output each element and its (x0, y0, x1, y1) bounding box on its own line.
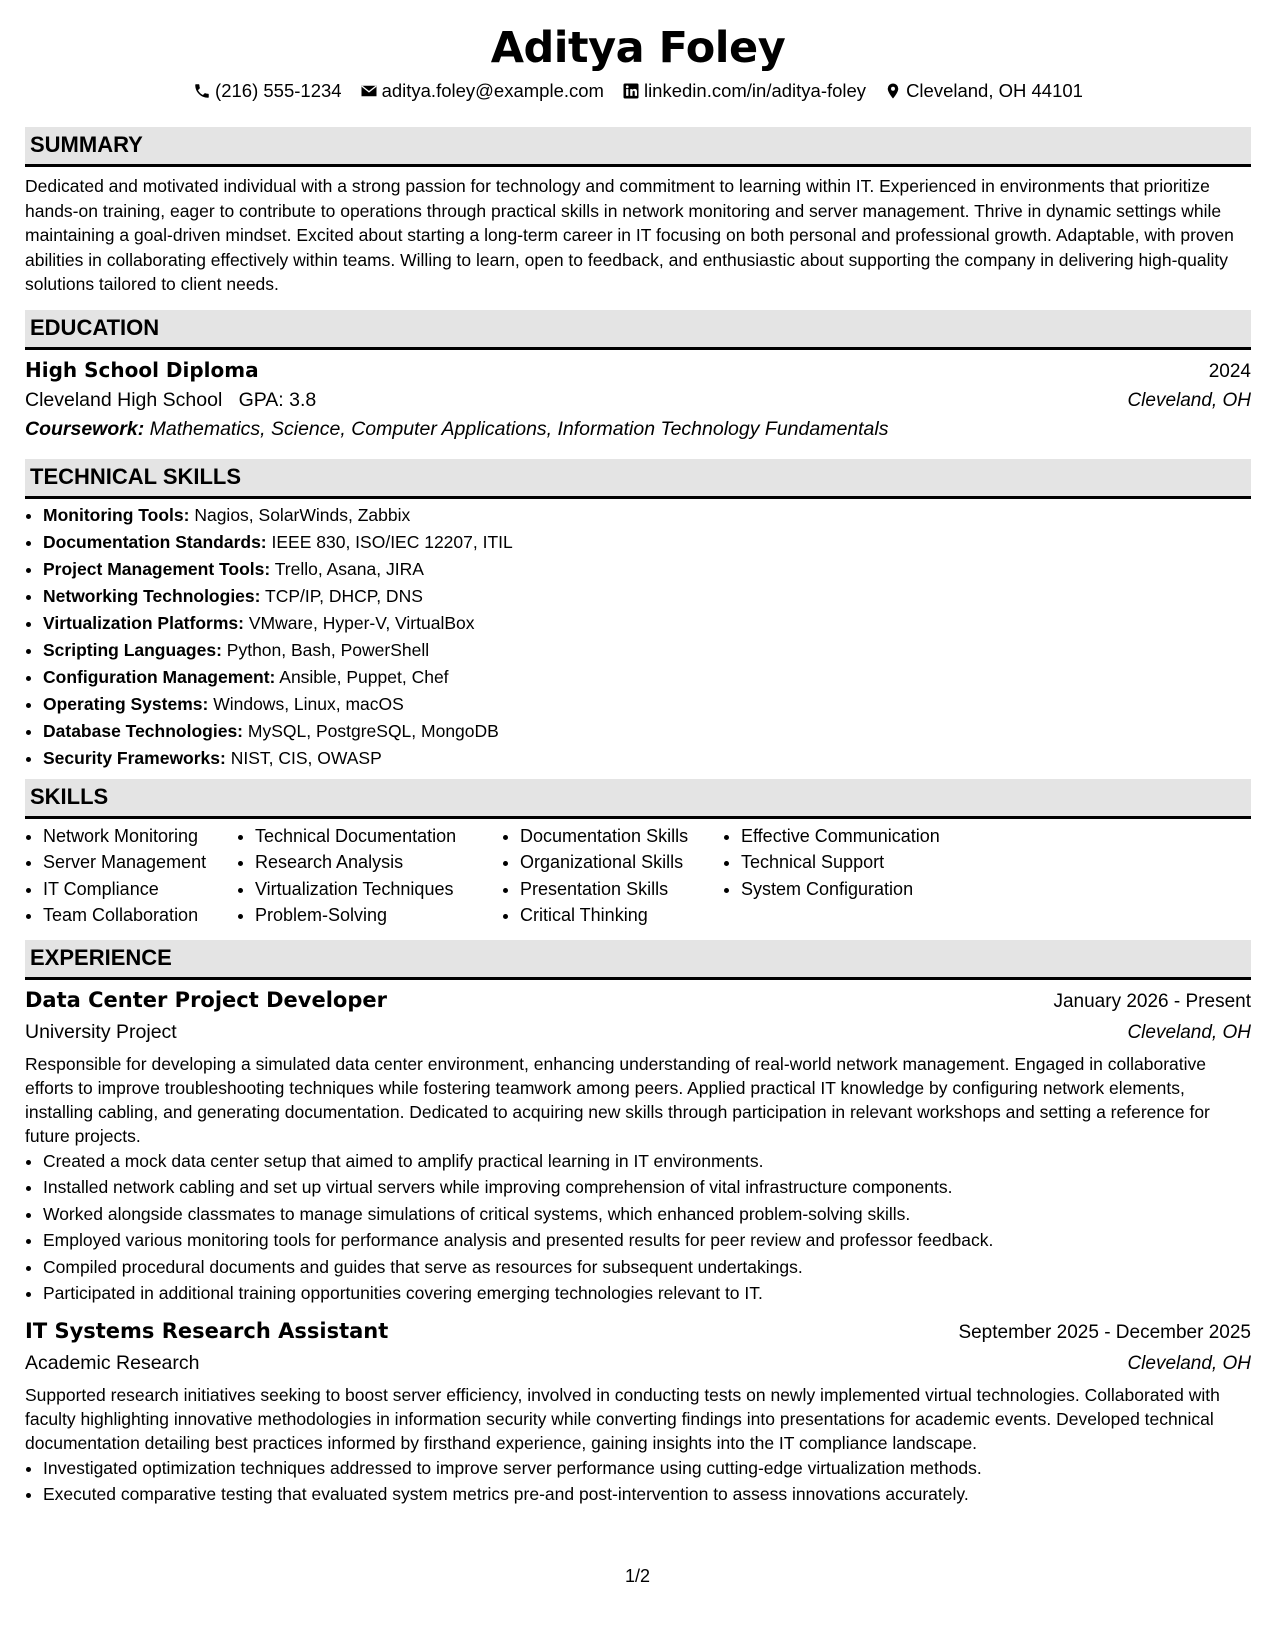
list-item: • Technical Support (741, 849, 1001, 876)
skill-category: Monitoring Tools: (43, 504, 190, 525)
job-dates: September 2025 - December 2025 (958, 1321, 1251, 1343)
list-item: • Created a mock data center setup that aimed to amplify practical learning in IT environments. (43, 1148, 1251, 1175)
linkedin-text: linkedin.com/in/aditya-foley (643, 80, 867, 101)
list-item: • Documentation Skills (520, 823, 723, 850)
list-item: • Presentation Skills (520, 876, 723, 903)
list-item: • Organizational Skills (520, 849, 723, 876)
list-item (43, 718, 1251, 745)
skill-values: IEEE 830, ISO/IEC 12207, ITIL (271, 531, 513, 552)
skill-category: Configuration Management: (43, 666, 276, 687)
linkedin-icon (622, 82, 640, 100)
job-title: IT Systems Research Assistant (25, 1318, 389, 1343)
skill-category: Database Technologies: (43, 720, 244, 741)
skill-category: Virtualization Platforms: (43, 612, 244, 633)
skill-values: NIST, CIS, OWASP (230, 747, 382, 768)
skill-values: Ansible, Puppet, Chef (279, 666, 449, 687)
education-heading: EDUCATION (25, 310, 1251, 350)
list-item: • Network Monitoring (43, 823, 237, 850)
list-item (43, 664, 1251, 691)
coursework-line (25, 415, 1251, 444)
list-item: • Investigated optimization techniques addressed to improve server performance using cutting-edge virtualization methods. (43, 1455, 1251, 1482)
skill-category: Operating Systems: (43, 693, 209, 714)
coursework-text: Mathematics, Science, Computer Applications, Information Technology Fundamentals (149, 417, 889, 440)
list-item: • Compiled procedural documents and guides that serve as resources for subsequent undertakings. (43, 1254, 1251, 1281)
candidate-name: Aditya Foley (490, 23, 786, 73)
summary-heading: SUMMARY (25, 127, 1251, 167)
graduation-year: 2024 (1208, 360, 1251, 382)
envelope-icon (360, 82, 378, 100)
list-item: • Technical Documentation (255, 823, 502, 850)
skills-heading: SKILLS (25, 779, 1251, 819)
list-item (43, 610, 1251, 637)
school-name: Cleveland High School (25, 388, 223, 411)
list-item: • Virtualization Techniques (255, 876, 502, 903)
list-item: • Participated in additional training opportunities covering emerging technologies relevant to IT. (43, 1280, 1251, 1307)
degree: High School Diploma (25, 357, 259, 382)
list-item (43, 745, 1251, 772)
job-org: University Project (25, 1020, 177, 1043)
list-item: • IT Compliance (43, 876, 237, 903)
skill-values: Trello, Asana, JIRA (274, 558, 424, 579)
experience-entry (25, 1316, 1251, 1508)
email-text: aditya.foley@example.com (381, 80, 604, 101)
contact-bar (25, 79, 1251, 103)
skill-category: Security Frameworks: (43, 747, 226, 768)
job-dates: January 2026 - Present (1053, 990, 1251, 1012)
experience-entry (25, 985, 1251, 1307)
education-entry (25, 356, 1251, 444)
skills-column (723, 823, 1001, 929)
coursework-label: Coursework: (25, 417, 145, 440)
list-item (43, 529, 1251, 556)
skill-category: Documentation Standards: (43, 531, 267, 552)
skill-category: Networking Technologies: (43, 585, 261, 606)
job-bullets (25, 1455, 1251, 1508)
list-item: • Effective Communication (741, 823, 1001, 850)
resume-page (25, 20, 1251, 1508)
page-number: 1/2 (624, 1566, 651, 1586)
skill-values: Nagios, SolarWinds, Zabbix (194, 504, 411, 525)
list-item: • System Configuration (741, 876, 1001, 903)
list-item: • Installed network cabling and set up virtual servers while improving comprehension of vital infrastructure components. (43, 1174, 1251, 1201)
list-item (43, 637, 1251, 664)
gpa: GPA: 3.8 (238, 388, 317, 411)
skill-category: Scripting Languages: (43, 639, 222, 660)
contact-linkedin[interactable] (622, 79, 866, 103)
list-item (43, 583, 1251, 610)
skill-values: VMware, Hyper-V, VirtualBox (248, 612, 475, 633)
experience-heading: EXPERIENCE (25, 940, 1251, 980)
job-org: Academic Research (25, 1351, 200, 1374)
list-item (43, 502, 1251, 529)
school-location: Cleveland, OH (1127, 389, 1251, 411)
skills-grid (25, 823, 1251, 929)
location-text: Cleveland, OH 44101 (906, 80, 1083, 101)
job-description: Supported research initiatives seeking to boost server efficiency, involved in conducting tests on newly implemented virtual technologies. Collaborated with faculty highlighting innovative methodologies in information security while converting findings into presentations for academic events. Developed technical documentation detailing best practices informed by firsthand experience, gaining insights into the IT compliance landscape. (25, 1384, 1220, 1453)
skills-column (237, 823, 502, 929)
technical-skills-list (25, 502, 1251, 772)
technical-skills-heading: TECHNICAL SKILLS (25, 459, 1251, 499)
skill-values: Python, Bash, PowerShell (226, 639, 430, 660)
summary-text: Dedicated and motivated individual with a strong passion for technology and commitment to learning within IT. Experienced in environments that prioritize hands-on training, eager to contribute to operations through practical skills in network monitoring and server management. Thrive in dynamic settings while maintaining a goal-driven mindset. Excited about starting a long-term career in IT focusing on both personal and professional growth. Adaptable, with proven abilities in collaborating effectively within teams. Willing to learn, open to feedback, and enthusiastic about supporting the company in delivering high-quality solutions tailored to client needs. (25, 176, 1234, 294)
list-item: • Server Management (43, 849, 237, 876)
list-item: • Employed various monitoring tools for performance analysis and presented results for peer review and professor feedback. (43, 1227, 1251, 1254)
list-item: • Problem-Solving (255, 902, 502, 929)
job-title: Data Center Project Developer (25, 987, 387, 1012)
job-location: Cleveland, OH (1127, 1021, 1251, 1043)
map-marker-icon (884, 82, 902, 100)
job-bullets (25, 1148, 1251, 1307)
list-item: • Critical Thinking (520, 902, 723, 929)
skills-column (25, 823, 237, 929)
list-item: • Executed comparative testing that evaluated system metrics pre-and post-intervention to assess innovations accurately. (43, 1481, 1251, 1508)
skill-values: TCP/IP, DHCP, DNS (265, 585, 423, 606)
job-description: Responsible for developing a simulated data center environment, enhancing understanding of real-world network management. Engaged in collaborative efforts to improve troubleshooting techniques while fostering teamwork among peers. Applied practical IT knowledge by configuring network elements, installing cabling, and generating documentation. Dedicated to acquiring new skills through participation in relevant workshops and setting a reference for future projects. (25, 1053, 1210, 1146)
list-item: • Worked alongside classmates to manage simulations of critical systems, which enhanced problem-solving skills. (43, 1201, 1251, 1228)
skill-values: Windows, Linux, macOS (213, 693, 404, 714)
school-line (25, 386, 316, 415)
job-location: Cleveland, OH (1127, 1352, 1251, 1374)
phone-icon (193, 82, 211, 100)
contact-location (884, 79, 1083, 103)
list-item: • Team Collaboration (43, 902, 237, 929)
list-item: • Research Analysis (255, 849, 502, 876)
list-item (43, 556, 1251, 583)
contact-phone[interactable] (193, 79, 342, 103)
skill-category: Project Management Tools: (43, 558, 271, 579)
skill-values: MySQL, PostgreSQL, MongoDB (247, 720, 499, 741)
contact-email[interactable] (360, 79, 604, 103)
list-item (43, 691, 1251, 718)
phone-text: (216) 555-1234 (215, 80, 342, 101)
skills-column (502, 823, 723, 929)
